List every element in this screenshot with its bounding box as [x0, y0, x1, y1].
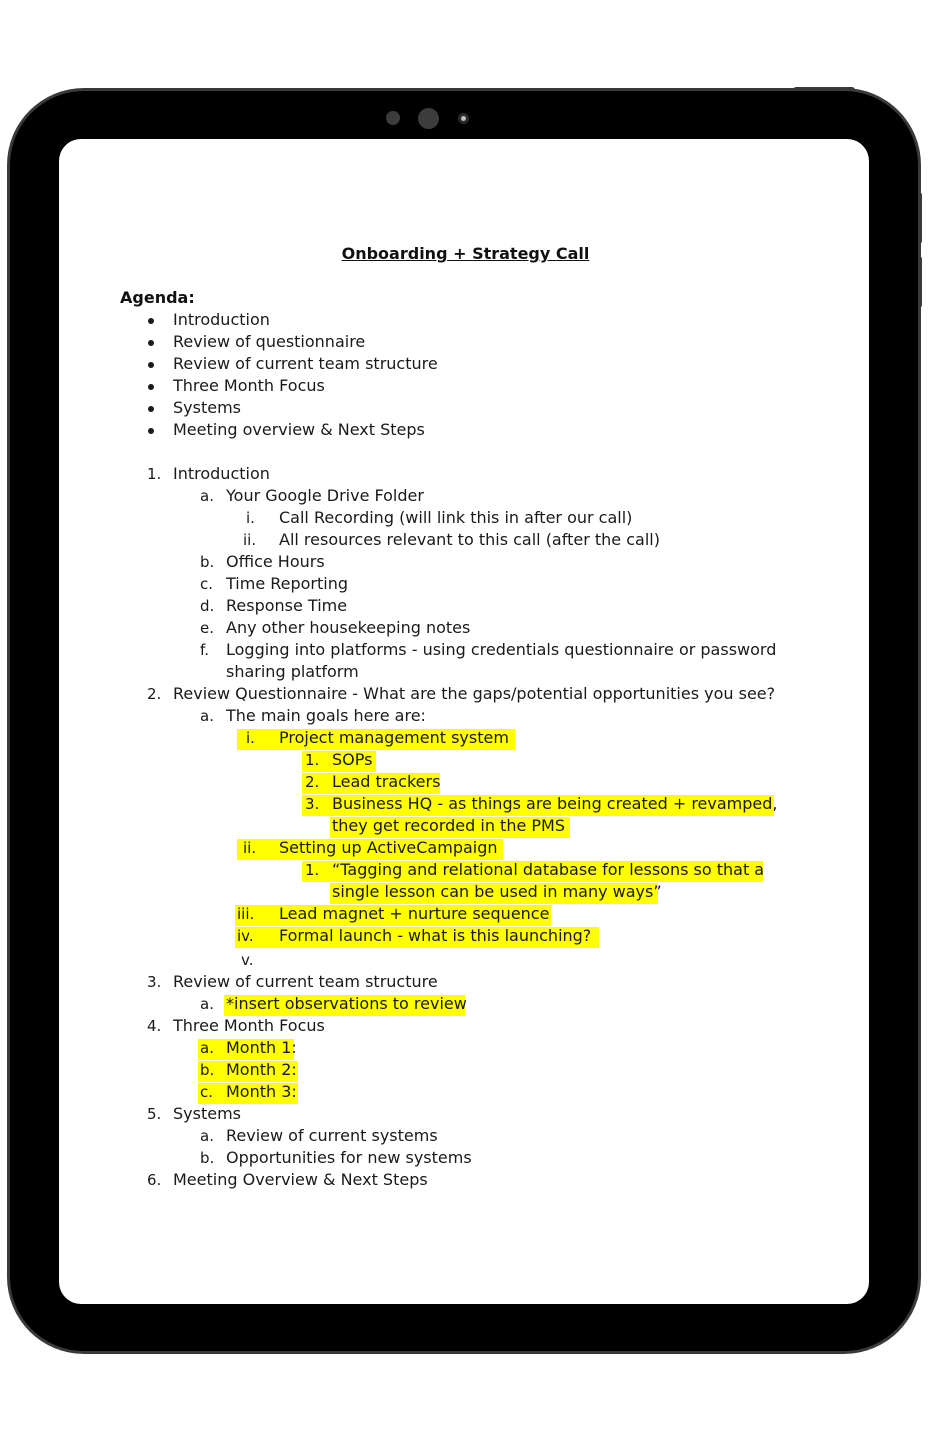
section-title: Review Questionnaire - What are the gaps/potential opportunities you see? [173, 684, 776, 703]
list-item: Office Hours [226, 552, 325, 571]
list-roman: ii. [243, 839, 257, 857]
list-item: Month 2: [226, 1060, 297, 1079]
list-roman: iii. [237, 905, 255, 923]
section-title: Meeting Overview & Next Steps [173, 1170, 428, 1189]
agenda-item: Introduction [173, 310, 270, 329]
list-item: Response Time [226, 596, 348, 615]
list-item: SOPs [332, 750, 373, 769]
list-item: “Tagging and relational database for lessons so that a [332, 860, 765, 879]
agenda-label: Agenda: [120, 288, 195, 307]
list-item-continued: sharing platform [226, 662, 359, 681]
agenda-item: Systems [173, 398, 241, 417]
list-roman: v. [241, 951, 254, 969]
list-number: 1. [305, 751, 320, 769]
list-number: 1. [147, 465, 162, 483]
list-roman: iv. [237, 927, 254, 945]
list-item: Review of current systems [226, 1126, 438, 1145]
bullet-icon [148, 362, 154, 368]
list-item: Opportunities for new systems [226, 1148, 472, 1167]
list-number: 2. [305, 773, 320, 791]
list-letter: c. [200, 1083, 214, 1101]
list-item-continued: single lesson can be used in many ways” [332, 882, 662, 901]
agenda-item: Review of current team structure [173, 354, 438, 373]
list-item: Lead trackers [332, 772, 441, 791]
list-letter: b. [200, 553, 215, 571]
list-item: Call Recording (will link this in after our call) [279, 508, 633, 527]
list-letter: e. [200, 619, 214, 637]
list-number: 5. [147, 1105, 162, 1123]
list-letter: d. [200, 597, 215, 615]
list-number: 1. [305, 861, 320, 879]
list-roman: ii. [243, 531, 257, 549]
bullet-icon [148, 384, 154, 390]
list-item: Your Google Drive Folder [226, 486, 424, 505]
list-number: 3. [147, 973, 162, 991]
front-camera-icon [418, 108, 439, 129]
agenda-item: Review of questionnaire [173, 332, 366, 351]
bullet-icon [148, 318, 154, 324]
bullet-icon [148, 340, 154, 346]
list-item: Logging into platforms - using credentials questionnaire or password [226, 640, 777, 659]
list-letter: f. [200, 641, 209, 659]
list-roman: i. [246, 729, 255, 747]
list-item: The main goals here are: [226, 706, 426, 725]
list-number: 4. [147, 1017, 162, 1035]
bullet-icon [148, 406, 154, 412]
list-letter: b. [200, 1061, 215, 1079]
list-item-continued: they get recorded in the PMS [332, 816, 565, 835]
section-title: Three Month Focus [173, 1016, 325, 1035]
section-title: Introduction [173, 464, 270, 483]
list-roman: i. [246, 509, 255, 527]
list-item: *insert observations to review [226, 994, 467, 1013]
list-letter: a. [200, 1127, 214, 1145]
sensor-dot [386, 111, 400, 125]
list-number: 3. [305, 795, 320, 813]
list-item: Month 3: [226, 1082, 297, 1101]
list-item: All resources relevant to this call (after the call) [279, 530, 660, 549]
agenda-item: Three Month Focus [173, 376, 325, 395]
agenda-item: Meeting overview & Next Steps [173, 420, 425, 439]
camera-lens-icon [458, 113, 469, 124]
bullet-icon [148, 428, 154, 434]
list-item: Time Reporting [226, 574, 349, 593]
list-letter: a. [200, 707, 214, 725]
list-item: Setting up ActiveCampaign [279, 838, 498, 857]
document-title: Onboarding + Strategy Call [341, 244, 590, 263]
list-item: Lead magnet + nurture sequence [279, 904, 550, 923]
list-letter: c. [200, 575, 214, 593]
list-item: Business HQ - as things are being created + revamped, [332, 794, 778, 813]
list-item: Any other housekeeping notes [226, 618, 471, 637]
list-number: 6. [147, 1171, 162, 1189]
section-title: Review of current team structure [173, 972, 438, 991]
list-number: 2. [147, 685, 162, 703]
list-item: Project management system [279, 728, 509, 747]
list-letter: a. [200, 487, 214, 505]
list-letter: a. [200, 995, 214, 1013]
section-title: Systems [173, 1104, 241, 1123]
list-letter: a. [200, 1039, 214, 1057]
list-item: Month 1: [226, 1038, 297, 1057]
list-item: Formal launch - what is this launching? [279, 926, 592, 945]
list-letter: b. [200, 1149, 215, 1167]
